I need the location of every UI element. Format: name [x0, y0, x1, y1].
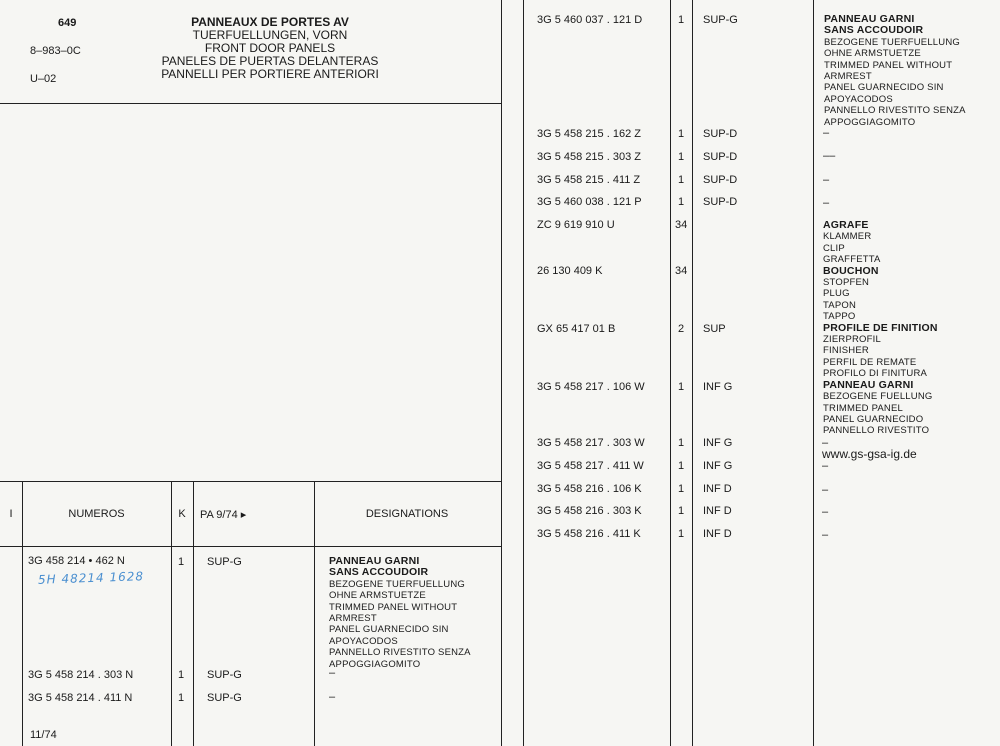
title-es: PANELES DE PUERTAS DELANTERAS	[161, 54, 379, 68]
right-row-3-k: 1	[678, 151, 685, 163]
right-row-7-k: 34	[675, 265, 688, 277]
right-row-3-numero: 3G 5 458 215 . 303 Z	[537, 151, 641, 163]
left-row-1-pa: SUP-G	[207, 556, 242, 568]
catalog-code: 8–983–0C	[30, 45, 81, 57]
desc-line: PROFILO DI FINITURA	[823, 368, 928, 380]
right-row-14-numero: 3G 5 458 216 . 411 K	[537, 528, 641, 540]
title-en: FRONT DOOR PANELS	[204, 41, 336, 55]
right-row-3-pa: SUP-D	[703, 151, 738, 163]
page-number: 649	[58, 17, 77, 29]
desc-line: ZIERPROFIL	[823, 334, 881, 346]
desc-line: TRIMMED PANEL	[823, 402, 904, 414]
right-row-2-pa: SUP-D	[703, 128, 738, 140]
right-row-14-dash: –	[822, 529, 829, 541]
desc-line: ARMREST	[824, 71, 872, 83]
col-header-designations: DESIGNATIONS	[365, 508, 449, 520]
right-row-5-k: 1	[678, 196, 685, 208]
right-row-13-k: 1	[678, 505, 685, 517]
right-row-7-numero: 26 130 409 K	[537, 265, 603, 277]
footer-date: 11/74	[30, 729, 57, 741]
desc-line: PLUG	[823, 288, 850, 300]
right-row-8-pa: SUP	[703, 323, 726, 335]
right-row-1-numero: 3G 5 460 037 . 121 D	[537, 14, 643, 26]
right-row-4-dash: –	[823, 174, 830, 186]
right-row-2-numero: 3G 5 458 215 . 162 Z	[537, 128, 641, 140]
col-divider-numeros	[171, 481, 172, 746]
right-col-divider-pa	[813, 0, 814, 746]
sub-code: U–02	[30, 73, 57, 85]
desc-line: APOYACODOS	[329, 635, 398, 647]
right-row-12-k: 1	[678, 483, 685, 495]
desc-line: PANNEAU GARNI	[329, 555, 420, 567]
right-designation-panel	[824, 14, 966, 128]
right-row-11-dash: –	[822, 460, 829, 472]
desc-line: TRIMMED PANEL WITHOUT	[329, 601, 458, 613]
right-row-4-k: 1	[678, 174, 685, 186]
right-row-12-numero: 3G 5 458 216 . 106 K	[537, 483, 642, 495]
right-row-12-pa: INF D	[703, 483, 732, 495]
right-row-1-k: 1	[678, 14, 685, 26]
left-row-3-pa: SUP-G	[207, 692, 242, 704]
right-col-divider-k	[692, 0, 693, 746]
desc-line: PANEL GUARNECIDO SIN	[329, 624, 449, 636]
header-divider	[0, 103, 501, 104]
right-row-3-dash: ––	[823, 150, 836, 162]
desc-line: PANNELLO RIVESTITO SENZA	[824, 105, 966, 117]
right-row-11-k: 1	[678, 460, 685, 472]
col-divider-i	[22, 481, 23, 746]
right-row-9-k: 1	[678, 381, 685, 393]
desc-line: SANS ACCOUDOIR	[329, 566, 429, 579]
right-designation-agrafe	[823, 220, 938, 437]
title-fr: PANNEAUX DE PORTES AV	[191, 15, 349, 29]
right-col-divider-numeros	[670, 0, 671, 746]
table-top-border	[0, 481, 501, 482]
handwritten-note: 5H 48214 1628	[37, 569, 145, 587]
desc-line: PERFIL DE REMATE	[823, 356, 917, 368]
left-designation-1	[329, 556, 471, 670]
desc-line: CLIP	[823, 242, 845, 254]
right-row-9-pa: INF G	[703, 381, 733, 393]
col-header-k: K	[178, 508, 186, 520]
right-row-12-dash: –	[822, 484, 829, 496]
watermark-url: www.gs-gsa-ig.de	[822, 447, 917, 461]
desc-line: APPOGGIAGOMITO	[329, 658, 421, 670]
desc-line: PANEL GUARNECIDO SIN	[824, 82, 944, 94]
left-row-2-pa: SUP-G	[207, 669, 242, 681]
col-header-pa: PA 9/74 ▸	[200, 509, 247, 521]
left-row-3-dash: –	[329, 691, 336, 703]
right-row-10-k: 1	[678, 437, 685, 449]
desc-line: STOPFEN	[823, 277, 870, 289]
desc-line: SANS ACCOUDOIR	[824, 24, 924, 37]
right-col-divider-i	[523, 0, 524, 746]
desc-line: BEZOGENE TUERFUELLUNG	[824, 36, 960, 48]
right-row-10-pa: INF G	[703, 437, 733, 449]
right-row-14-pa: INF D	[703, 528, 732, 540]
table-header-border	[0, 546, 501, 547]
right-row-5-pa: SUP-D	[703, 196, 738, 208]
right-row-2-dash: –	[823, 127, 830, 139]
page-title	[140, 16, 400, 81]
desc-line: BOUCHON	[823, 264, 879, 277]
right-row-5-dash: –	[823, 197, 830, 209]
left-row-1-numero: 3G 458 214 • 462 N	[28, 555, 125, 567]
right-row-6-numero: ZC 9 619 910 U	[537, 219, 615, 231]
desc-line: TAPPO	[823, 311, 856, 323]
right-row-1-pa: SUP-G	[703, 14, 738, 26]
right-row-10-dash: –	[822, 437, 829, 449]
right-row-10-numero: 3G 5 458 217 . 303 W	[537, 437, 645, 449]
desc-line: PANNELLO RIVESTITO SENZA	[329, 647, 471, 659]
desc-line: PANNELLO RIVESTITO	[823, 425, 930, 437]
center-divider	[501, 0, 502, 746]
right-row-6-k: 34	[675, 219, 688, 231]
desc-line: TAPON	[823, 299, 857, 311]
right-row-13-pa: INF D	[703, 505, 732, 517]
desc-line: FINISHER	[823, 345, 869, 357]
right-row-4-numero: 3G 5 458 215 . 411 Z	[537, 174, 641, 186]
desc-line: OHNE ARMSTUETZE	[824, 48, 921, 60]
col-header-numeros: NUMEROS	[68, 508, 125, 520]
right-row-11-pa: INF G	[703, 460, 733, 472]
desc-line: PANNEAU GARNI	[823, 378, 914, 391]
right-row-13-numero: 3G 5 458 216 . 303 K	[537, 505, 642, 517]
desc-line: ARMREST	[329, 613, 377, 625]
right-row-9-numero: 3G 5 458 217 . 106 W	[537, 381, 645, 393]
left-row-3-k: 1	[178, 692, 185, 704]
desc-line: PANNEAU GARNI	[824, 13, 915, 25]
right-row-11-numero: 3G 5 458 217 . 411 W	[537, 460, 644, 472]
right-row-8-k: 2	[678, 323, 685, 335]
left-row-3-numero: 3G 5 458 214 . 411 N	[28, 692, 133, 704]
col-header-i: I	[9, 508, 13, 520]
desc-line: PROFILE DE FINITION	[823, 321, 938, 334]
desc-line: APPOGGIAGOMITO	[824, 116, 916, 128]
right-row-5-numero: 3G 5 460 038 . 121 P	[537, 196, 642, 208]
desc-line: APOYACODOS	[824, 93, 893, 105]
desc-line: BEZOGENE FUELLUNG	[823, 391, 933, 403]
title-it: PANNELLI PER PORTIERE ANTERIORI	[161, 67, 379, 81]
left-row-2-numero: 3G 5 458 214 . 303 N	[28, 669, 134, 681]
desc-line: GRAFFETTA	[823, 254, 881, 266]
right-row-14-k: 1	[678, 528, 685, 540]
col-divider-k	[193, 481, 194, 746]
col-divider-pa	[314, 481, 315, 746]
desc-line: TRIMMED PANEL WITHOUT	[824, 59, 953, 71]
right-row-2-k: 1	[678, 128, 685, 140]
right-row-4-pa: SUP-D	[703, 174, 738, 186]
right-row-8-numero: GX 65 417 01 B	[537, 323, 616, 335]
title-de: TUERFUELLUNGEN, VORN	[192, 28, 348, 42]
desc-line: BEZOGENE TUERFUELLUNG	[329, 578, 465, 590]
left-row-1-k: 1	[178, 556, 185, 568]
desc-line: PANEL GUARNECIDO	[823, 413, 924, 425]
right-row-13-dash: –	[822, 506, 829, 518]
desc-line: OHNE ARMSTUETZE	[329, 590, 426, 602]
desc-line: KLAMMER	[823, 231, 872, 243]
left-row-2-k: 1	[178, 669, 185, 681]
left-row-2-dash: –	[329, 667, 336, 679]
desc-line: AGRAFE	[823, 219, 869, 231]
